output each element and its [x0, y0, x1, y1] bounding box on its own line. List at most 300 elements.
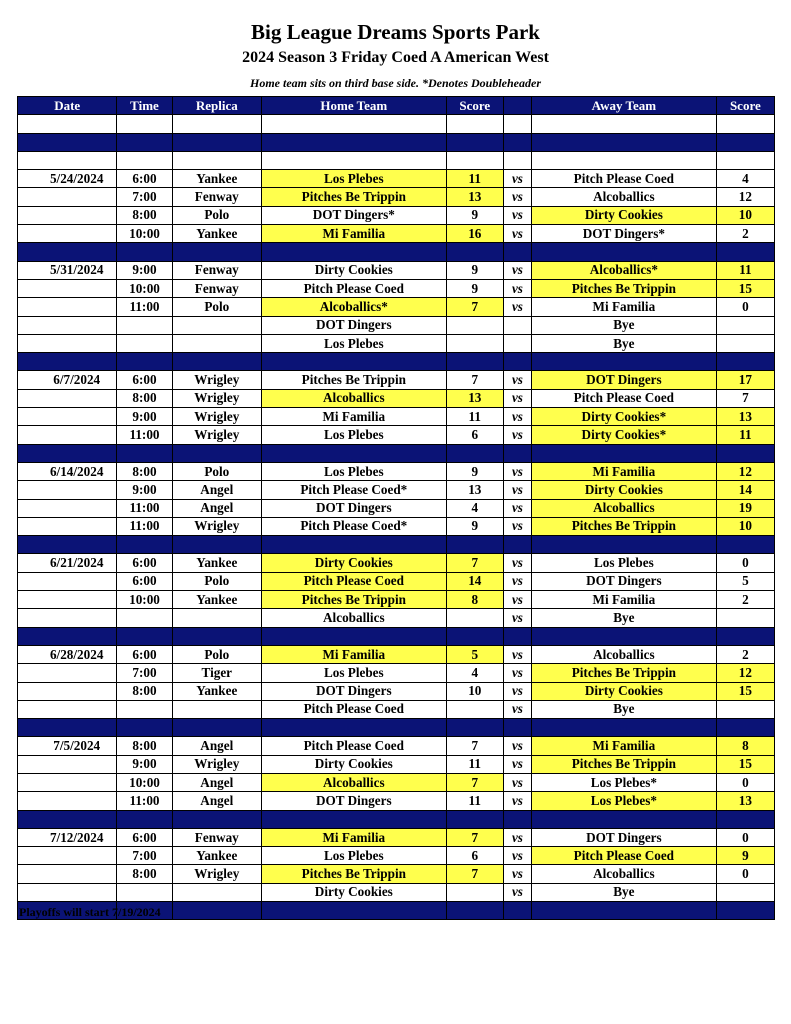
home-score-cell	[446, 536, 503, 554]
vs-cell: vs	[503, 755, 531, 773]
away-score-cell: 7	[716, 389, 774, 407]
game-row	[18, 609, 775, 627]
away-team-cell	[532, 243, 717, 261]
date-cell	[18, 115, 117, 133]
replica-cell	[172, 609, 261, 627]
away-score-cell	[716, 810, 774, 828]
away-score-cell: 12	[716, 462, 774, 480]
vs-cell: vs	[503, 664, 531, 682]
home-score-cell: 5	[446, 645, 503, 663]
game-row	[18, 517, 775, 535]
game-row	[18, 481, 775, 499]
replica-cell: Yankee	[172, 682, 261, 700]
blank-row	[18, 151, 775, 169]
away-team-cell	[532, 133, 717, 151]
replica-cell	[172, 883, 261, 901]
home-team-cell	[261, 243, 446, 261]
date-cell	[18, 206, 117, 224]
vs-cell: vs	[503, 517, 531, 535]
away-team-cell	[532, 353, 717, 371]
replica-cell: Yankee	[172, 591, 261, 609]
vs-cell: vs	[503, 700, 531, 718]
vs-cell	[503, 334, 531, 352]
schedule-body	[18, 115, 775, 920]
away-score-cell	[716, 883, 774, 901]
away-score-cell: 2	[716, 591, 774, 609]
date-cell	[18, 133, 117, 151]
away-score-cell: 0	[716, 298, 774, 316]
time-cell: 11:00	[117, 298, 172, 316]
replica-cell	[172, 536, 261, 554]
time-cell	[117, 719, 172, 737]
header-row	[18, 97, 775, 115]
replica-cell	[172, 627, 261, 645]
date-cell	[18, 316, 117, 334]
date-cell	[18, 591, 117, 609]
home-team-cell: Pitch Please Coed	[261, 572, 446, 590]
home-team-cell: Pitches Be Trippin	[261, 591, 446, 609]
date-cell	[18, 664, 117, 682]
time-cell: 8:00	[117, 206, 172, 224]
home-score-cell	[446, 609, 503, 627]
replica-cell	[172, 243, 261, 261]
time-cell	[117, 316, 172, 334]
away-team-cell: Alcoballics*	[532, 261, 717, 279]
home-team-cell: Los Plebes	[261, 462, 446, 480]
vs-cell	[503, 316, 531, 334]
home-score-cell: 6	[446, 847, 503, 865]
home-score-cell: 9	[446, 462, 503, 480]
date-cell	[18, 773, 117, 791]
home-score-cell	[446, 883, 503, 901]
date-cell	[18, 426, 117, 444]
game-row	[18, 389, 775, 407]
time-cell: 6:00	[117, 554, 172, 572]
game-row	[18, 591, 775, 609]
time-cell: 11:00	[117, 499, 172, 517]
replica-cell	[172, 353, 261, 371]
date-cell	[18, 389, 117, 407]
away-score-cell: 11	[716, 426, 774, 444]
game-row	[18, 334, 775, 352]
away-team-cell: Dirty Cookies*	[532, 426, 717, 444]
home-team-cell: Los Plebes	[261, 170, 446, 188]
away-team-cell: Pitches Be Trippin	[532, 279, 717, 297]
time-cell: 10:00	[117, 279, 172, 297]
date-cell	[18, 188, 117, 206]
col-vs	[503, 97, 531, 115]
away-score-cell: 13	[716, 792, 774, 810]
date-cell	[18, 298, 117, 316]
home-team-cell: Pitch Please Coed	[261, 737, 446, 755]
away-team-cell: DOT Dingers*	[532, 225, 717, 243]
game-row	[18, 298, 775, 316]
schedule-note: Home team sits on third base side. *Denotes Doubleheader	[250, 76, 541, 90]
home-score-cell: 11	[446, 755, 503, 773]
home-team-cell: Mi Familia	[261, 828, 446, 846]
replica-cell: Yankee	[172, 847, 261, 865]
away-team-cell: Bye	[532, 700, 717, 718]
game-row	[18, 188, 775, 206]
replica-cell: Tiger	[172, 664, 261, 682]
away-team-cell: Pitch Please Coed	[532, 170, 717, 188]
date-cell	[18, 755, 117, 773]
date-cell	[18, 792, 117, 810]
time-cell: 8:00	[117, 737, 172, 755]
section-divider	[18, 536, 775, 554]
game-row	[18, 572, 775, 590]
col-time: Time	[117, 97, 172, 115]
time-cell	[117, 627, 172, 645]
away-team-cell: Pitch Please Coed	[532, 847, 717, 865]
home-score-cell	[446, 353, 503, 371]
date-cell	[18, 719, 117, 737]
vs-cell: vs	[503, 462, 531, 480]
replica-cell	[172, 444, 261, 462]
home-score-cell	[446, 810, 503, 828]
vs-cell: vs	[503, 847, 531, 865]
replica-cell: Wrigley	[172, 408, 261, 426]
away-score-cell: 0	[716, 554, 774, 572]
home-team-cell: Mi Familia	[261, 645, 446, 663]
date-cell	[18, 682, 117, 700]
replica-cell: Wrigley	[172, 755, 261, 773]
game-row	[18, 225, 775, 243]
replica-cell: Polo	[172, 645, 261, 663]
section-divider	[18, 133, 775, 151]
away-team-cell: DOT Dingers	[532, 371, 717, 389]
away-team-cell: Bye	[532, 316, 717, 334]
time-cell	[117, 883, 172, 901]
away-team-cell	[532, 151, 717, 169]
home-team-cell	[261, 902, 446, 920]
date-cell: 6/21/2024	[18, 554, 117, 572]
away-score-cell	[716, 627, 774, 645]
home-score-cell: 6	[446, 426, 503, 444]
away-score-cell	[716, 353, 774, 371]
date-cell	[18, 151, 117, 169]
vs-cell: vs	[503, 279, 531, 297]
away-team-cell: Mi Familia	[532, 737, 717, 755]
replica-cell: Angel	[172, 773, 261, 791]
home-score-cell: 4	[446, 499, 503, 517]
date-cell	[18, 444, 117, 462]
col-date: Date	[18, 97, 117, 115]
vs-cell: vs	[503, 481, 531, 499]
game-row	[18, 371, 775, 389]
date-cell	[18, 353, 117, 371]
game-row	[18, 554, 775, 572]
home-team-cell: DOT Dingers	[261, 499, 446, 517]
time-cell: 9:00	[117, 481, 172, 499]
home-score-cell	[446, 151, 503, 169]
away-score-cell	[716, 902, 774, 920]
game-row	[18, 828, 775, 846]
home-team-cell: DOT Dingers*	[261, 206, 446, 224]
time-cell: 11:00	[117, 426, 172, 444]
game-row	[18, 408, 775, 426]
time-cell: 7:00	[117, 188, 172, 206]
game-row	[18, 792, 775, 810]
vs-cell: vs	[503, 572, 531, 590]
date-cell: 7/5/2024	[18, 737, 117, 755]
home-score-cell	[446, 334, 503, 352]
date-cell	[18, 572, 117, 590]
away-team-cell: Los Plebes*	[532, 773, 717, 791]
date-cell	[18, 499, 117, 517]
away-team-cell: Pitches Be Trippin	[532, 755, 717, 773]
game-row	[18, 847, 775, 865]
home-score-cell: 14	[446, 572, 503, 590]
home-score-cell: 7	[446, 773, 503, 791]
away-team-cell: Mi Familia	[532, 591, 717, 609]
home-score-cell	[446, 316, 503, 334]
season-subtitle: 2024 Season 3 Friday Coed A American West	[242, 49, 549, 66]
section-divider	[18, 810, 775, 828]
away-team-cell	[532, 536, 717, 554]
time-cell: 8:00	[117, 389, 172, 407]
home-score-cell: 7	[446, 865, 503, 883]
vs-cell: vs	[503, 408, 531, 426]
home-team-cell: Los Plebes	[261, 664, 446, 682]
time-cell: 6:00	[117, 170, 172, 188]
away-score-cell	[716, 151, 774, 169]
date-cell: 6/14/2024	[18, 462, 117, 480]
date-cell: 6/7/2024	[18, 371, 117, 389]
away-team-cell: Mi Familia	[532, 298, 717, 316]
replica-cell: Angel	[172, 737, 261, 755]
date-cell	[18, 627, 117, 645]
away-score-cell	[716, 536, 774, 554]
time-cell	[117, 444, 172, 462]
vs-cell: vs	[503, 792, 531, 810]
away-team-cell: Los Plebes*	[532, 792, 717, 810]
time-cell: 9:00	[117, 261, 172, 279]
away-team-cell: DOT Dingers	[532, 828, 717, 846]
home-team-cell: Los Plebes	[261, 847, 446, 865]
section-divider	[18, 353, 775, 371]
time-cell: 6:00	[117, 828, 172, 846]
home-team-cell: Alcoballics	[261, 389, 446, 407]
home-score-cell	[446, 133, 503, 151]
time-cell: 6:00	[117, 645, 172, 663]
replica-cell	[172, 719, 261, 737]
home-score-cell: 13	[446, 389, 503, 407]
away-score-cell: 13	[716, 408, 774, 426]
away-team-cell: Dirty Cookies	[532, 206, 717, 224]
replica-cell	[172, 151, 261, 169]
date-cell	[18, 536, 117, 554]
home-team-cell	[261, 133, 446, 151]
time-cell: 8:00	[117, 865, 172, 883]
col-replica: Replica	[172, 97, 261, 115]
away-score-cell: 0	[716, 828, 774, 846]
game-row	[18, 682, 775, 700]
away-team-cell: Dirty Cookies	[532, 682, 717, 700]
vs-cell: vs	[503, 261, 531, 279]
home-score-cell: 16	[446, 225, 503, 243]
home-score-cell: 9	[446, 517, 503, 535]
away-score-cell: 2	[716, 645, 774, 663]
date-cell: 7/12/2024	[18, 828, 117, 846]
vs-cell	[503, 151, 531, 169]
away-team-cell: Mi Familia	[532, 462, 717, 480]
home-score-cell: 8	[446, 591, 503, 609]
col-away-team: Away Team	[532, 97, 717, 115]
home-score-cell	[446, 700, 503, 718]
date-cell	[18, 243, 117, 261]
vs-cell	[503, 243, 531, 261]
replica-cell: Polo	[172, 206, 261, 224]
vs-cell: vs	[503, 426, 531, 444]
game-row	[18, 883, 775, 901]
time-cell: 11:00	[117, 792, 172, 810]
vs-cell: vs	[503, 371, 531, 389]
time-cell: 10:00	[117, 591, 172, 609]
home-team-cell: Pitches Be Trippin	[261, 371, 446, 389]
date-cell	[18, 609, 117, 627]
home-team-cell: DOT Dingers	[261, 792, 446, 810]
home-team-cell: Pitch Please Coed	[261, 700, 446, 718]
away-score-cell: 15	[716, 279, 774, 297]
home-score-cell: 13	[446, 481, 503, 499]
vs-cell: vs	[503, 298, 531, 316]
away-score-cell	[716, 115, 774, 133]
away-team-cell: DOT Dingers	[532, 572, 717, 590]
away-score-cell: 9	[716, 847, 774, 865]
col-home-team: Home Team	[261, 97, 446, 115]
home-team-cell: Los Plebes	[261, 334, 446, 352]
vs-cell	[503, 810, 531, 828]
home-team-cell	[261, 115, 446, 133]
home-team-cell: Alcoballics	[261, 773, 446, 791]
replica-cell: Yankee	[172, 225, 261, 243]
page-title: Big League Dreams Sports Park	[251, 20, 540, 44]
home-score-cell: 11	[446, 170, 503, 188]
replica-cell	[172, 902, 261, 920]
home-score-cell: 9	[446, 279, 503, 297]
game-row	[18, 499, 775, 517]
replica-cell: Angel	[172, 792, 261, 810]
vs-cell	[503, 719, 531, 737]
time-cell: 8:00	[117, 682, 172, 700]
home-score-cell: 13	[446, 188, 503, 206]
replica-cell	[172, 334, 261, 352]
away-score-cell	[716, 243, 774, 261]
time-cell: 8:00	[117, 462, 172, 480]
home-team-cell: Mi Familia	[261, 408, 446, 426]
time-cell	[117, 810, 172, 828]
home-score-cell	[446, 243, 503, 261]
vs-cell	[503, 115, 531, 133]
away-score-cell	[716, 133, 774, 151]
replica-cell: Fenway	[172, 279, 261, 297]
home-team-cell: Dirty Cookies	[261, 261, 446, 279]
time-cell: 6:00	[117, 371, 172, 389]
date-cell: 5/24/2024	[18, 170, 117, 188]
away-score-cell: 0	[716, 773, 774, 791]
time-cell	[117, 353, 172, 371]
section-divider	[18, 627, 775, 645]
date-cell	[18, 517, 117, 535]
home-team-cell	[261, 719, 446, 737]
game-row	[18, 426, 775, 444]
vs-cell: vs	[503, 883, 531, 901]
home-score-cell: 10	[446, 682, 503, 700]
away-team-cell: Pitches Be Trippin	[532, 517, 717, 535]
home-team-cell	[261, 810, 446, 828]
away-team-cell: Bye	[532, 609, 717, 627]
away-team-cell: Alcoballics	[532, 499, 717, 517]
section-divider	[18, 243, 775, 261]
game-row	[18, 279, 775, 297]
vs-cell	[503, 444, 531, 462]
away-score-cell	[716, 719, 774, 737]
replica-cell	[172, 316, 261, 334]
game-row	[18, 462, 775, 480]
time-cell: 7:00	[117, 664, 172, 682]
replica-cell: Wrigley	[172, 426, 261, 444]
home-score-cell	[446, 115, 503, 133]
replica-cell	[172, 115, 261, 133]
home-score-cell: 4	[446, 664, 503, 682]
home-team-cell: Mi Familia	[261, 225, 446, 243]
away-score-cell	[716, 609, 774, 627]
vs-cell: vs	[503, 206, 531, 224]
vs-cell: vs	[503, 188, 531, 206]
time-cell: 9:00	[117, 408, 172, 426]
date-cell	[18, 810, 117, 828]
playoffs-note: Playoffs will start 7/19/2024	[19, 905, 161, 919]
away-score-cell: 12	[716, 664, 774, 682]
away-team-cell: Pitch Please Coed	[532, 389, 717, 407]
home-team-cell: Alcoballics*	[261, 298, 446, 316]
home-team-cell: Alcoballics	[261, 609, 446, 627]
home-score-cell: 9	[446, 206, 503, 224]
replica-cell: Fenway	[172, 261, 261, 279]
game-row	[18, 700, 775, 718]
time-cell: 10:00	[117, 773, 172, 791]
replica-cell: Wrigley	[172, 371, 261, 389]
away-score-cell: 14	[716, 481, 774, 499]
away-score-cell	[716, 334, 774, 352]
home-team-cell: Pitch Please Coed*	[261, 481, 446, 499]
game-row	[18, 755, 775, 773]
home-team-cell: Pitch Please Coed*	[261, 517, 446, 535]
time-cell	[117, 133, 172, 151]
time-cell	[117, 609, 172, 627]
replica-cell: Wrigley	[172, 865, 261, 883]
game-row	[18, 206, 775, 224]
date-cell	[18, 883, 117, 901]
home-score-cell	[446, 444, 503, 462]
date-cell: 6/28/2024	[18, 645, 117, 663]
vs-cell	[503, 902, 531, 920]
away-team-cell	[532, 810, 717, 828]
game-row	[18, 316, 775, 334]
game-row	[18, 261, 775, 279]
home-team-cell	[261, 353, 446, 371]
vs-cell: vs	[503, 170, 531, 188]
away-team-cell: Dirty Cookies	[532, 481, 717, 499]
vs-cell: vs	[503, 773, 531, 791]
replica-cell: Polo	[172, 572, 261, 590]
home-team-cell: Pitch Please Coed	[261, 279, 446, 297]
schedule-table	[17, 96, 775, 920]
home-score-cell	[446, 902, 503, 920]
away-score-cell: 15	[716, 682, 774, 700]
away-team-cell: Alcoballics	[532, 188, 717, 206]
